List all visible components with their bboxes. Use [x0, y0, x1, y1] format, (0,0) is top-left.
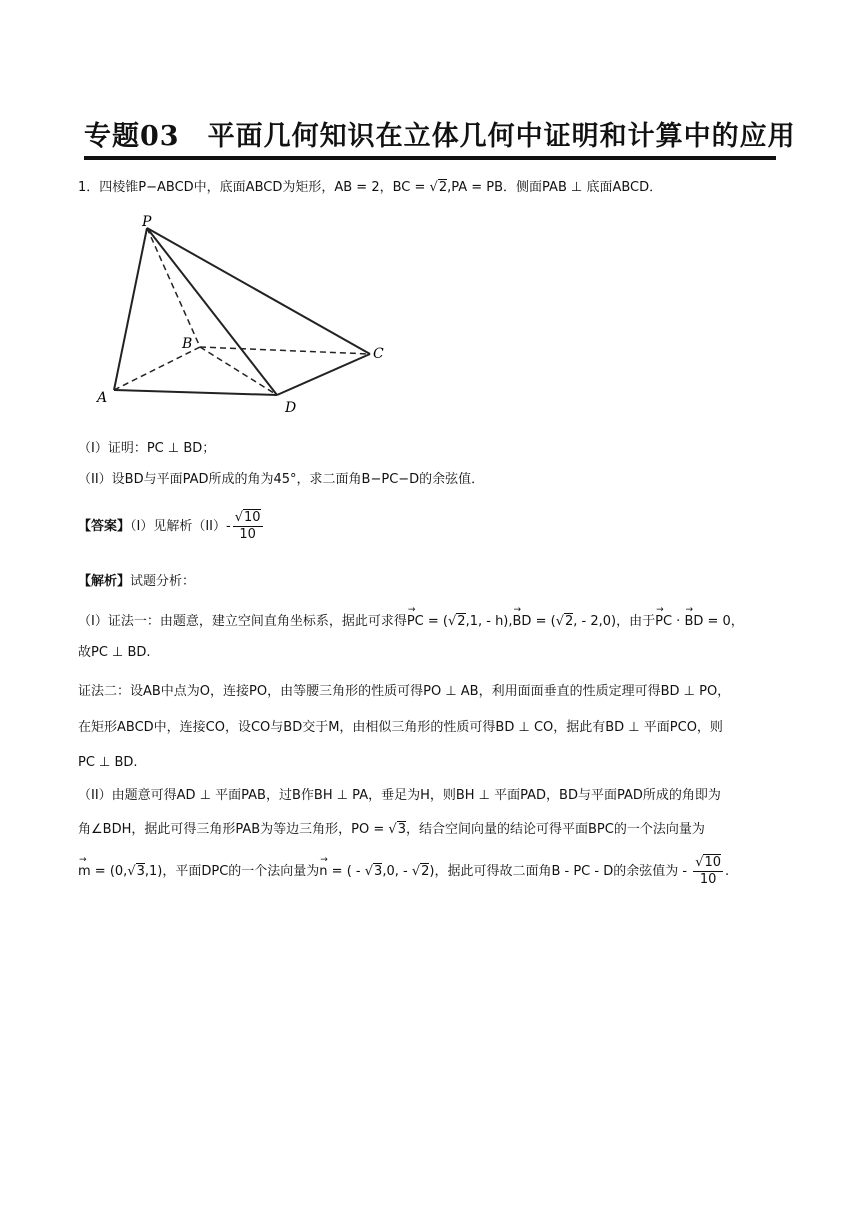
edge-PD: [147, 228, 277, 395]
p3-frac-num: 10: [704, 855, 722, 870]
p3-sqrt-3: 3: [397, 822, 406, 837]
p3-l3-b: ,1)，平面DPC的一个法向量为: [144, 864, 320, 879]
p1-text-d: = (: [531, 614, 556, 629]
edge-AD: [114, 390, 277, 395]
vector-m: → m: [78, 855, 91, 889]
label-P: P: [142, 214, 152, 230]
edge-BC: [200, 347, 370, 354]
analysis-p2-line1: 证法二：设AB中点为O，连接PO，由等腰三角形的性质可得PO ⊥ AB，利用面面垂直的性质定理可得BD ⊥ PO，: [78, 684, 731, 699]
p3-text-a: 角∠BDH，据此可得三角形PAB为等边三角形，PO =: [78, 822, 389, 837]
p1-text-e: , - 2,0)，由于: [573, 614, 656, 629]
label-B: B: [182, 336, 193, 352]
pyramid-figure: [92, 212, 402, 417]
answer-text: （I）见解析（II）-: [130, 519, 231, 534]
analysis-intro: 试题分析：: [130, 574, 196, 589]
p3-l3-sqrt-3b: 3: [374, 864, 383, 879]
analysis-p1-line2: 故PC ⊥ BD.: [78, 645, 151, 660]
analysis-p2-line3: PC ⊥ BD.: [78, 755, 138, 770]
answer-label: 【答案】: [78, 519, 131, 534]
analysis-p3-line3: → m = (0,√3,1)，平面DPC的一个法向量为→ n = ( - √3,0, - √2)，据此可得故二面角B - PC - D的余弦值为 - $\frac{√10}{10}$ .: [78, 855, 729, 889]
edge-DC: [277, 354, 370, 395]
p1-text-b: = (: [423, 614, 448, 629]
edge-PB: [147, 228, 200, 347]
analysis-heading: [78, 572, 195, 592]
stem-text-a: 1．四棱锥P−ABCD中，底面ABCD为矩形，AB = 2，BC =: [78, 180, 430, 195]
analysis-p3-line1: （II）由题意可得AD ⊥ 平面PAB，过B作BH ⊥ PA，垂足为H，则BH ⊥ 平面PAD，BD与平面PAD所成的角即为: [78, 788, 721, 803]
stem-sqrt-value: 2: [438, 180, 448, 195]
p3-fraction: $\frac{√10}{10}$: [695, 855, 722, 887]
answer-frac-den: 10: [239, 527, 256, 542]
p3-frac-den: 10: [699, 872, 717, 887]
p3-l3-sqrt-3: 3: [136, 864, 145, 879]
sqrt-symbol: √: [429, 180, 438, 195]
p1-text-c: ,1, - h),: [465, 614, 513, 629]
p3-end: .: [725, 864, 730, 879]
stem-text-c: ,PA = PB．侧面PAB ⊥ 底面ABCD．: [447, 180, 663, 195]
question-1: （I）证明：PC ⊥ BD；: [78, 441, 216, 456]
analysis-p1-line1: （I）证法一：由题意，建立空间直角坐标系，据此可求得→ PC = (√2,1, - h),→ BD = (√2, - 2,0)，由于→ PC · → BD = 0，: [78, 612, 744, 632]
vector-PC-2: → PC: [655, 612, 672, 632]
p3-l3-sqrt-2: 2: [421, 864, 430, 879]
problem-stem: [78, 178, 662, 198]
label-D: D: [285, 400, 297, 416]
analysis-p3-line2: 角∠BDH，据此可得三角形PAB为等边三角形，PO = √3，结合空间向量的结论可得平面BPC的一个法向量为: [78, 822, 705, 837]
vector-BD-2: → BD: [684, 612, 703, 632]
p3-text-b: ，结合空间向量的结论可得平面BPC的一个法向量为: [406, 822, 705, 837]
p3-l3-d: ,0, -: [382, 864, 412, 879]
p3-l3-e: )，据此可得故二面角B - PC - D的余弦值为 -: [429, 864, 692, 879]
p1-dot: ·: [672, 614, 685, 629]
p1-text-f: = 0，: [703, 614, 744, 629]
question-2: （II）设BD与平面PAD所成的角为45°，求二面角B−PC−D的余弦值．: [78, 472, 485, 487]
page-title: 专题03 平面几何知识在立体几何中证明和计算中的应用: [84, 118, 776, 160]
edge-PA: [114, 228, 147, 390]
edge-AB: [114, 347, 200, 390]
analysis-p2-line2: 在矩形ABCD中，连接CO，设CO与BD交于M，由相似三角形的性质可得BD ⊥ CO，据此有BD ⊥ 平面PCO，则: [78, 720, 723, 735]
edge-BD: [200, 347, 277, 395]
answer-line: [78, 510, 265, 544]
vector-PC: → PC: [407, 612, 424, 632]
vector-n: → n: [319, 855, 327, 889]
p3-l3-c: = ( -: [327, 864, 365, 879]
analysis-label: 【解析】: [78, 574, 131, 589]
p1-text-a: （I）证法一：由题意，建立空间直角坐标系，据此可求得: [78, 614, 407, 629]
label-A: A: [97, 390, 108, 406]
answer-frac-num: 10: [244, 510, 261, 525]
vector-BD: → BD: [513, 612, 532, 632]
edge-PC: [147, 228, 370, 354]
label-C: C: [373, 346, 384, 362]
p1-sqrt-2b: 2: [564, 614, 574, 629]
p3-l3-a: = (0,: [90, 864, 128, 879]
answer-fraction: $\frac{√10}{10}$: [234, 510, 261, 542]
p1-sqrt-2: 2: [457, 614, 466, 629]
